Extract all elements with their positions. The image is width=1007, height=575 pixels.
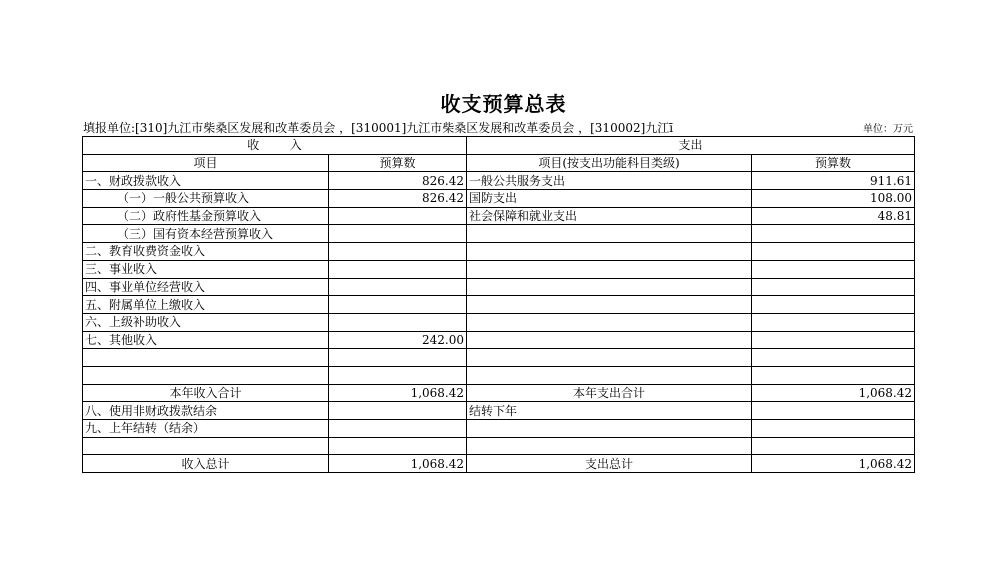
expense-section-header: 支出	[467, 137, 915, 155]
expense-item-cell	[467, 296, 752, 314]
income-value-cell	[329, 207, 467, 225]
expense-item-cell	[467, 243, 752, 261]
income-item-cell	[83, 349, 329, 367]
income-item-cell: 七、其他收入	[83, 331, 329, 349]
expense-item-cell	[467, 420, 752, 438]
expense-value-cell	[752, 225, 915, 243]
subtotal-row	[83, 384, 915, 402]
income-item-cell: 二、教育收费资金收入	[83, 243, 329, 261]
expense-value-cell: 108.00	[752, 190, 915, 208]
income-value-cell	[329, 243, 467, 261]
expense-item-cell	[467, 349, 752, 367]
table-row	[83, 366, 915, 384]
expense-value-cell	[752, 402, 915, 420]
expense-value-cell	[752, 313, 915, 331]
income-item-cell	[83, 437, 329, 455]
table-row	[83, 296, 915, 314]
income-subtotal-value: 1,068.42	[329, 384, 467, 402]
expense-value-cell	[752, 366, 915, 384]
income-item-cell: 六、上级补助收入	[83, 313, 329, 331]
income-value-cell	[329, 225, 467, 243]
expense-item-cell	[467, 278, 752, 296]
expense-value-cell	[752, 243, 915, 261]
expense-item-cell: 一般公共服务支出	[467, 172, 752, 190]
expense-item-header: 项目(按支出功能科目类级)	[467, 154, 752, 172]
expense-subtotal-label: 本年支出合计	[467, 384, 752, 402]
income-item-cell: 九、上年结转（结余）	[83, 420, 329, 438]
income-value-cell	[329, 402, 467, 420]
expense-budget-header: 预算数	[752, 154, 915, 172]
expense-value-cell	[752, 420, 915, 438]
income-item-cell	[83, 366, 329, 384]
expense-item-cell	[467, 366, 752, 384]
expense-value-cell: 911.61	[752, 172, 915, 190]
expense-item-cell: 结转下年	[467, 402, 752, 420]
expense-item-cell	[467, 260, 752, 278]
table-row	[83, 349, 915, 367]
table-row	[83, 243, 915, 261]
expense-item-cell	[467, 437, 752, 455]
expense-value-cell	[752, 437, 915, 455]
income-value-cell: 242.00	[329, 331, 467, 349]
income-total-label: 收入总计	[83, 455, 329, 473]
income-value-cell	[329, 366, 467, 384]
income-budget-header: 预算数	[329, 154, 467, 172]
income-value-cell	[329, 296, 467, 314]
expense-value-cell	[752, 296, 915, 314]
income-item-cell: 三、事业收入	[83, 260, 329, 278]
income-item-header: 项目	[83, 154, 329, 172]
table-row	[83, 437, 915, 455]
expense-value-cell	[752, 331, 915, 349]
income-item-cell: （一）一般公共预算收入	[83, 190, 329, 208]
income-subtotal-label: 本年收入合计	[83, 384, 329, 402]
income-item-cell: （二）政府性基金预算收入	[83, 207, 329, 225]
expense-item-cell: 社会保障和就业支出	[467, 207, 752, 225]
table-row	[83, 402, 915, 420]
page-title: 收支预算总表	[440, 92, 567, 116]
expense-value-cell	[752, 349, 915, 367]
budget-summary-table	[82, 136, 915, 473]
reporting-unit-label: 填报单位:[310]九江市柴桑区发展和改革委员会 ，[310001]九江市柴桑区发展和改革委员会 ，[310002]九江ī	[83, 121, 674, 135]
expense-total-label: 支出总计	[467, 455, 752, 473]
currency-unit-label: 单位：万元	[863, 124, 913, 135]
income-value-cell: 826.42	[329, 190, 467, 208]
table-row	[83, 420, 915, 438]
income-value-cell	[329, 313, 467, 331]
income-value-cell	[329, 420, 467, 438]
income-item-cell: （三）国有资本经营预算收入	[83, 225, 329, 243]
table-row	[83, 313, 915, 331]
expense-item-cell: 国防支出	[467, 190, 752, 208]
table-row	[83, 190, 915, 208]
column-header-row	[83, 154, 915, 172]
grand-total-row	[83, 455, 915, 473]
expense-item-cell	[467, 331, 752, 349]
income-section-header: 收 入	[83, 137, 467, 155]
income-value-cell: 826.42	[329, 172, 467, 190]
info-row	[83, 119, 913, 135]
income-value-cell	[329, 260, 467, 278]
expense-value-cell: 48.81	[752, 207, 915, 225]
expense-value-cell	[752, 278, 915, 296]
income-value-cell	[329, 278, 467, 296]
income-item-cell: 五、附属单位上缴收入	[83, 296, 329, 314]
expense-item-cell	[467, 225, 752, 243]
income-value-cell	[329, 437, 467, 455]
expense-subtotal-value: 1,068.42	[752, 384, 915, 402]
income-total-value: 1,068.42	[329, 455, 467, 473]
table-row	[83, 278, 915, 296]
expense-value-cell	[752, 260, 915, 278]
income-value-cell	[329, 349, 467, 367]
table-row	[83, 260, 915, 278]
table-row	[83, 331, 915, 349]
table-row	[83, 207, 915, 225]
income-item-cell: 一、财政拨款收入	[83, 172, 329, 190]
income-item-cell: 八、使用非财政拨款结余	[83, 402, 329, 420]
section-header-row	[83, 137, 915, 155]
income-item-cell: 四、事业单位经营收入	[83, 278, 329, 296]
table-row	[83, 225, 915, 243]
expense-item-cell	[467, 313, 752, 331]
expense-total-value: 1,068.42	[752, 455, 915, 473]
table-row	[83, 172, 915, 190]
